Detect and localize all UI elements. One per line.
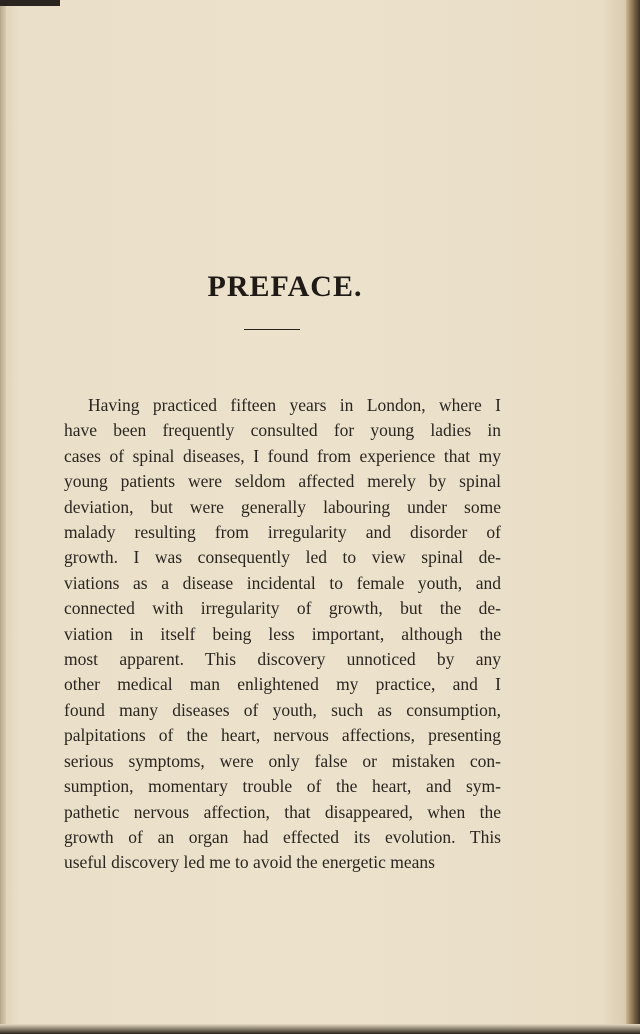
paragraph-line: connected with irregularity of growth, but the de- xyxy=(64,598,501,619)
preface-paragraph xyxy=(64,393,501,876)
paragraph-line: growth. I was consequently led to view spinal de- xyxy=(64,547,501,568)
paragraph-line: young patients were seldom affected merely by spinal xyxy=(64,471,501,492)
page-bottom-edge xyxy=(0,1024,640,1034)
paragraph-line: growth of an organ had effected its evolution. This xyxy=(64,826,501,847)
paragraph-line: found many diseases of youth, such as consumption, xyxy=(64,699,501,720)
paragraph-line: serious symptoms, were only false or mistaken con- xyxy=(64,750,501,771)
paragraph-line: deviation, but were generally labouring under some xyxy=(64,496,501,517)
paragraph-line: cases of spinal diseases, I found from experience that my xyxy=(64,445,501,466)
page-title: PREFACE. xyxy=(207,270,363,303)
paragraph-line: most apparent. This discovery unnoticed by any xyxy=(64,649,501,670)
previous-page-fragment xyxy=(0,0,60,6)
page-left-edge xyxy=(0,0,6,1034)
paragraph-line: viation in itself being less important, although the xyxy=(64,623,501,644)
paragraph-line: sumption, momentary trouble of the heart, and sym- xyxy=(64,776,501,797)
paragraph-line: viations as a disease incidental to female youth, and xyxy=(64,572,501,593)
book-spine-edge xyxy=(626,0,640,1034)
paragraph-line: Having practiced fifteen years in London, where I xyxy=(88,395,501,415)
paragraph-line: malady resulting from irregularity and disorder of xyxy=(64,522,501,543)
title-divider xyxy=(244,329,300,330)
paragraph-line: pathetic nervous affection, that disappeared, when the xyxy=(64,801,501,822)
paragraph-line: useful discovery led me to avoid the energetic means xyxy=(64,852,435,873)
paragraph-line: palpitations of the heart, nervous affections, presenting xyxy=(64,725,501,746)
paragraph-line: have been frequently consulted for young ladies in xyxy=(64,420,501,441)
paragraph-line: other medical man enlightened my practice, and I xyxy=(64,674,501,695)
